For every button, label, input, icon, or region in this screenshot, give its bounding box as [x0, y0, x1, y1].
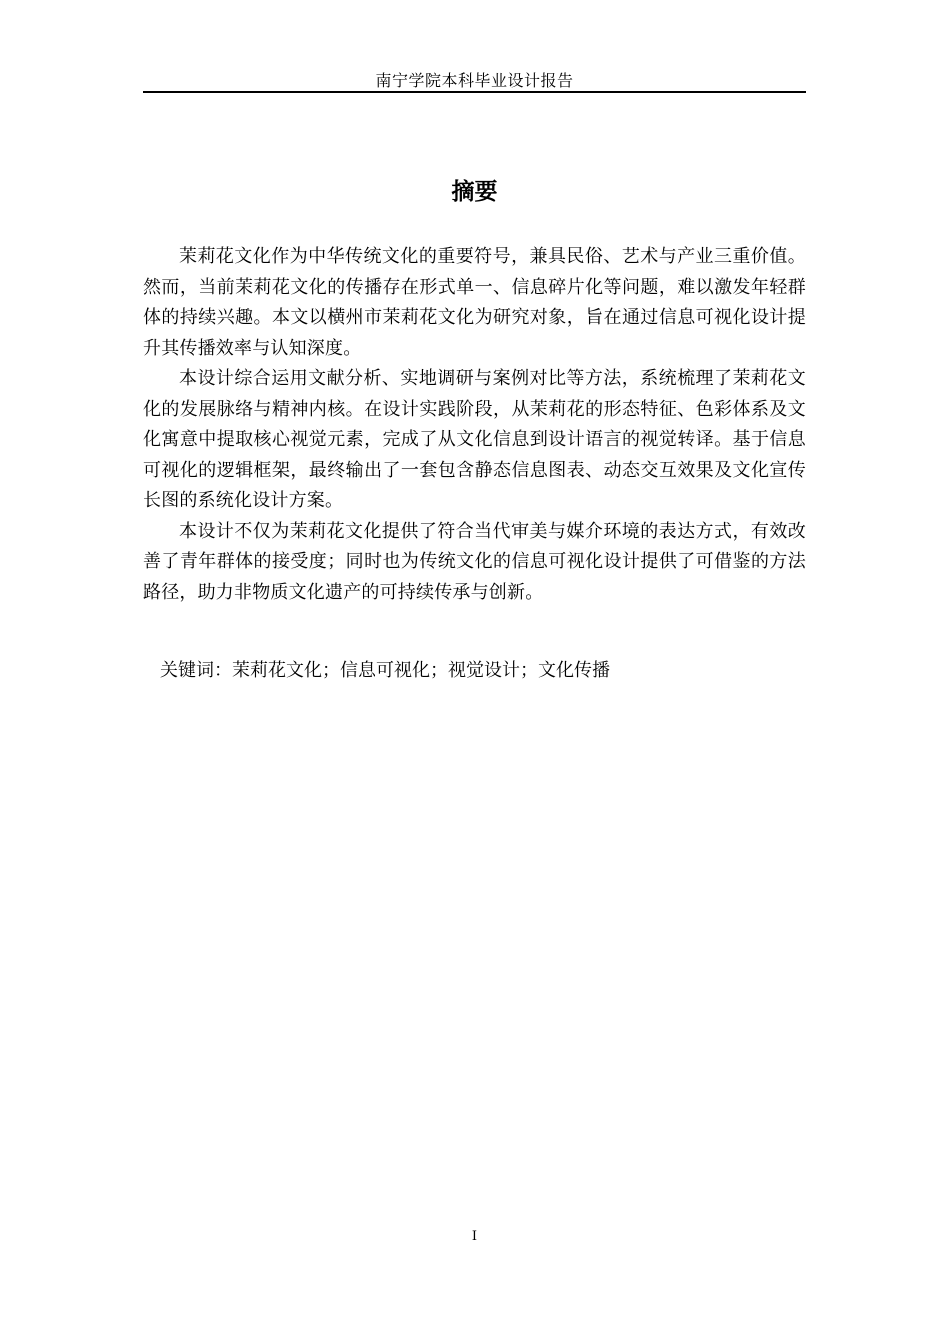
abstract-paragraph-2: 本设计综合运用文献分析、实地调研与案例对比等方法，系统梳理了茉莉花文化的发展脉络与精神内核。在设计实践阶段，从茉莉花的形态特征、色彩体系及文化寓意中提取核心视觉元素，完成了从文化信息到设计语言的视觉转译。基于信息可视化的逻辑框架，最终输出了一套包含静态信息图表、动态交互效果及文化宣传长图的系统化设计方案。	[143, 368, 806, 511]
header-rule	[143, 91, 806, 93]
abstract-paragraph-1: 茉莉花文化作为中华传统文化的重要符号，兼具民俗、艺术与产业三重价值。然而，当前茉莉花文化的传播存在形式单一、信息碎片化等问题，难以激发年轻群体的持续兴趣。本文以横州市茉莉花文化为研究对象，旨在通过信息可视化设计提升其传播效率与认知深度。	[143, 246, 806, 359]
abstract-paragraph-3: 本设计不仅为茉莉花文化提供了符合当代审美与媒介环境的表达方式，有效改善了青年群体的接受度；同时也为传统文化的信息可视化设计提供了可借鉴的方法路径，助力非物质文化遗产的可持续传承与创新。	[143, 520, 806, 603]
abstract-body	[143, 242, 806, 608]
keywords-line: 关键词：茉莉花文化；信息可视化；视觉设计；文化传播	[160, 660, 610, 681]
abstract-title: 摘要	[451, 179, 498, 205]
running-header: 南宁学院本科毕业设计报告	[375, 71, 574, 90]
page-number: I	[471, 1229, 478, 1244]
